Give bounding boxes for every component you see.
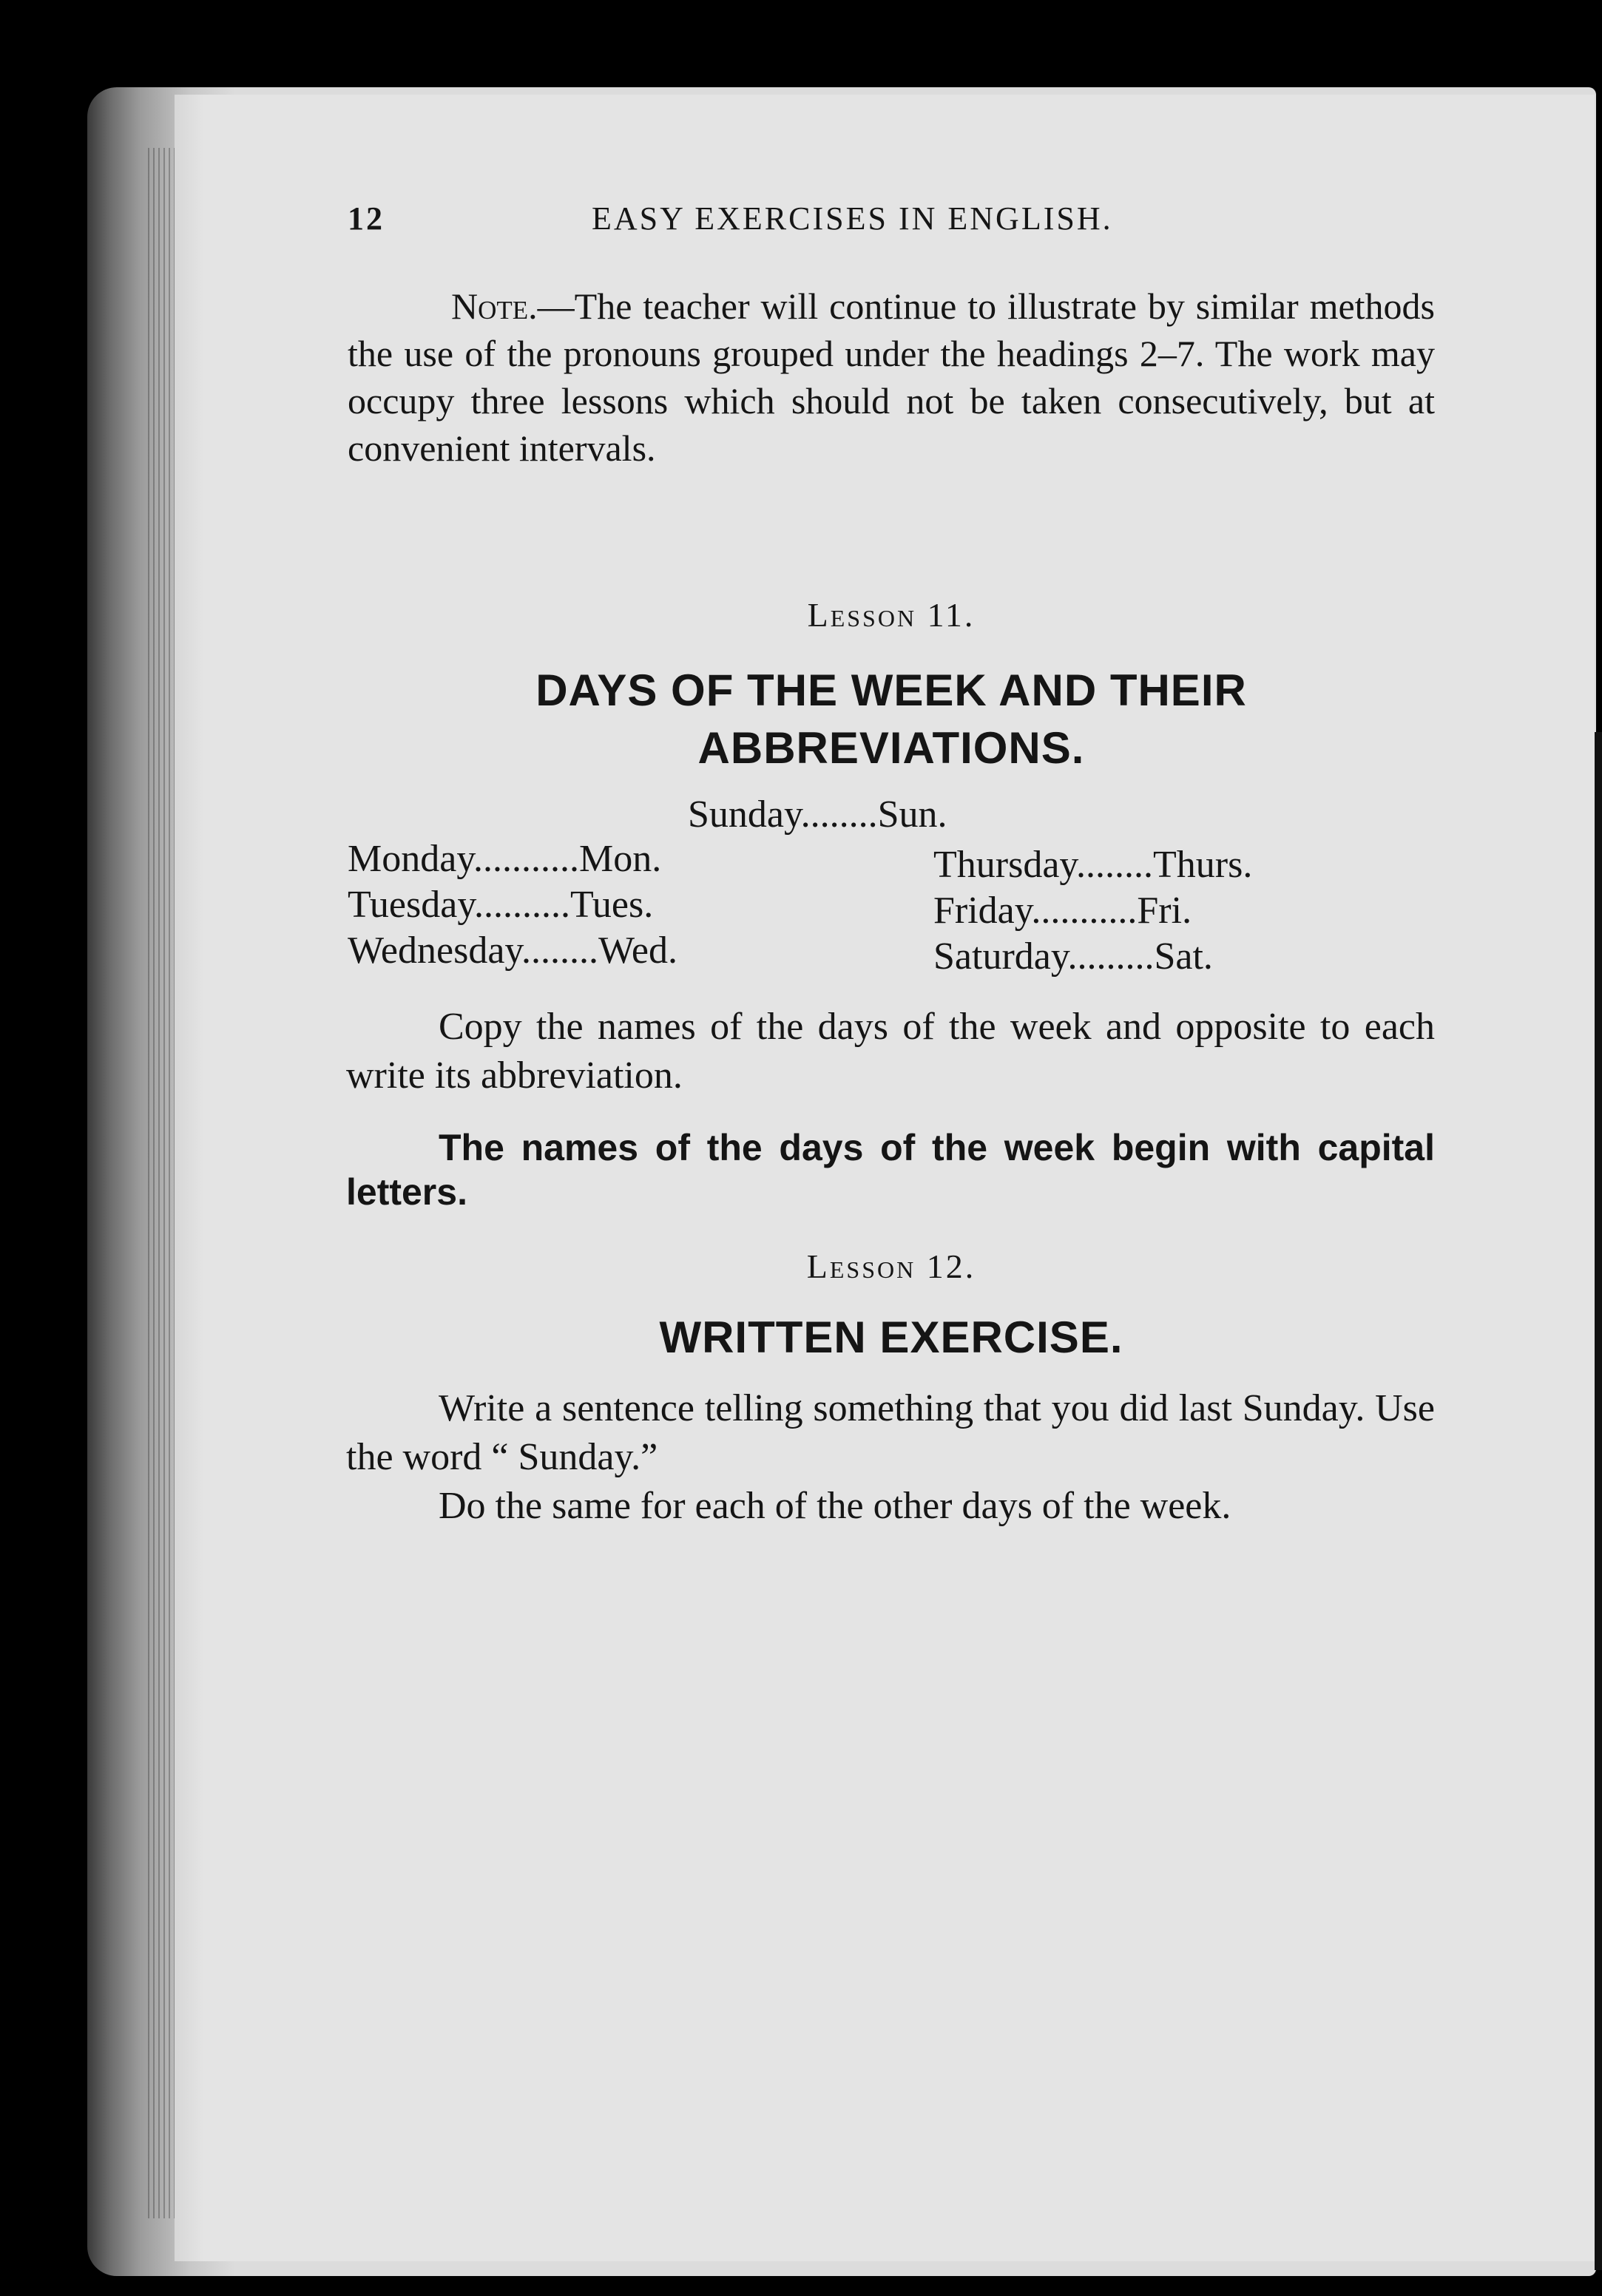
day-name: Sunday bbox=[688, 793, 801, 836]
day-name: Tuesday bbox=[348, 884, 474, 926]
leader-dots: ........ bbox=[1076, 844, 1154, 886]
leader-dots: ........ bbox=[521, 929, 599, 972]
day-abbr: Fri. bbox=[1137, 890, 1192, 932]
day-row-friday bbox=[933, 889, 1192, 932]
day-row-tuesday bbox=[348, 883, 653, 927]
lesson-11-label: Lesson 11. bbox=[807, 596, 976, 634]
lesson-12-title: WRITTEN EXERCISE. bbox=[659, 1313, 1123, 1362]
day-abbr: Mon. bbox=[578, 838, 662, 880]
day-name: Friday bbox=[933, 890, 1032, 932]
day-row-monday bbox=[348, 837, 661, 881]
book-title: EASY EXERCISES IN ENGLISH. bbox=[592, 200, 1113, 237]
day-name: Monday bbox=[348, 838, 473, 880]
day-name: Saturday bbox=[933, 935, 1068, 978]
instruction-text: Copy the names of the days of the week and opposite to each write its abbreviation. bbox=[346, 1006, 1435, 1097]
leader-dots: .......... bbox=[473, 884, 570, 926]
capital-letters-rule: The names of the days of the week begin with capital letters. bbox=[346, 1127, 1435, 1213]
day-name: Wednesday bbox=[348, 929, 522, 972]
exercise-para-2: Do the same for each of the other days of the week. bbox=[439, 1485, 1231, 1527]
leader-dots: ......... bbox=[1067, 935, 1155, 978]
lesson-11-title bbox=[348, 662, 1435, 777]
day-row-saturday bbox=[933, 935, 1213, 978]
page-stack-lines bbox=[148, 148, 178, 2218]
day-row-wednesday bbox=[348, 929, 677, 972]
day-row-thursday bbox=[933, 843, 1252, 887]
exercise-paragraphs bbox=[346, 1384, 1435, 1531]
day-abbr: Tues. bbox=[570, 884, 654, 926]
day-row-sunday bbox=[688, 793, 947, 836]
lesson-12-label: Lesson 12. bbox=[806, 1247, 976, 1285]
leader-dots: ........ bbox=[800, 793, 878, 836]
note-lead: Note. bbox=[451, 285, 538, 327]
leader-dots: ........... bbox=[473, 838, 579, 880]
scan-border bbox=[1595, 732, 1602, 2270]
day-abbr: Thurs. bbox=[1153, 844, 1253, 886]
note-text: —The teacher will continue to illustrate by similar methods the use of the pronouns grouped under the headings 2–7. The work may occupy three lessons which should not be taken consecutively, but at convenient intervals. bbox=[348, 285, 1435, 469]
leader-dots: ........... bbox=[1031, 890, 1138, 932]
day-name: Thursday bbox=[933, 844, 1077, 886]
page-number: 12 bbox=[348, 200, 385, 237]
note-paragraph bbox=[348, 282, 1435, 472]
instruction-paragraph bbox=[346, 1003, 1435, 1100]
day-abbr: Sun. bbox=[877, 793, 947, 836]
exercise-para-1: Write a sentence telling something that you did last Sunday. Use the word “ Sunday.” bbox=[346, 1387, 1435, 1478]
day-abbr: Sat. bbox=[1154, 935, 1213, 978]
day-abbr: Wed. bbox=[598, 929, 678, 972]
lesson-11-title-line1: DAYS OF THE WEEK AND THEIR bbox=[535, 666, 1247, 715]
lesson-11-title-line2: ABBREVIATIONS. bbox=[697, 723, 1085, 773]
